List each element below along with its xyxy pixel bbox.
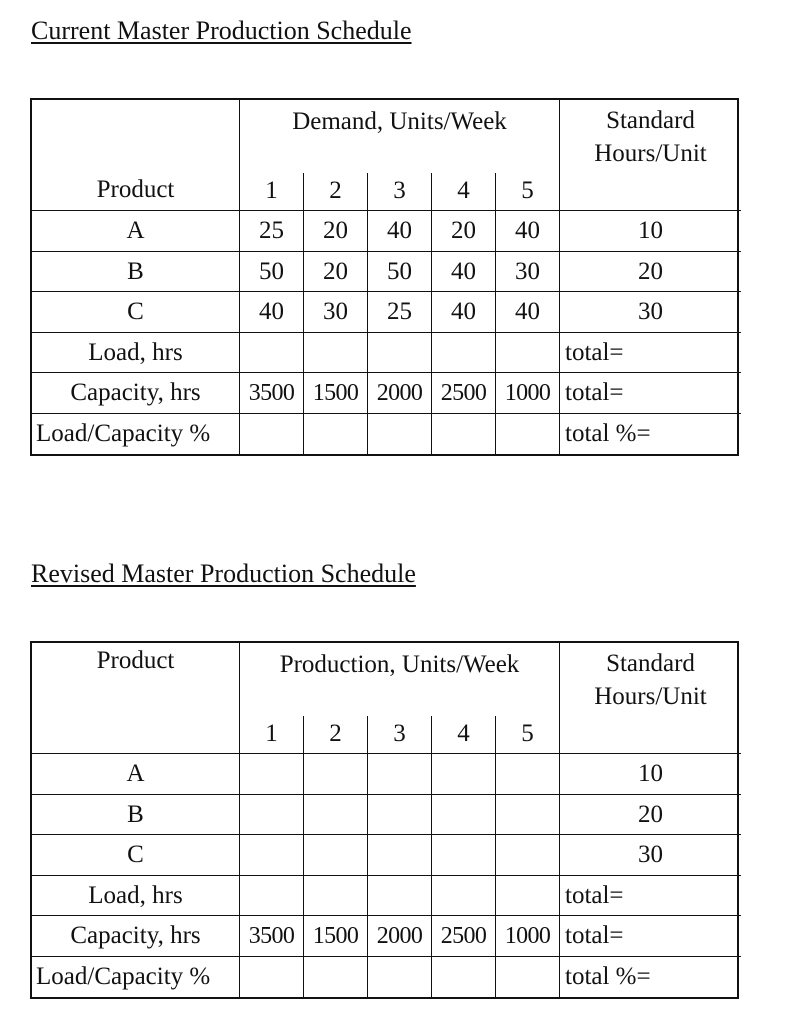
revised-schedule-title: Revised Master Production Schedule [31, 559, 416, 588]
week-header: 2 [304, 173, 368, 211]
production-cell [368, 835, 432, 876]
ratio-label: Load/Capacity % [32, 957, 240, 998]
revised-schedule-table [30, 641, 739, 999]
std-hours-header-line2: Hours/Unit [594, 140, 707, 167]
week-header: 3 [368, 716, 432, 754]
product-header: Product [96, 176, 175, 203]
production-cell [368, 754, 432, 795]
load-cell [240, 333, 304, 374]
week-header: 5 [496, 716, 560, 754]
capacity-cell: 3500 [240, 916, 304, 957]
std-hours-cell: 20 [560, 252, 741, 293]
ratio-cell [496, 414, 560, 455]
std-hours-cell: 10 [560, 754, 741, 795]
production-cell [240, 754, 304, 795]
production-cell [304, 795, 368, 836]
demand-cell: 40 [496, 292, 560, 333]
load-cell [432, 876, 496, 917]
demand-cell: 40 [496, 211, 560, 252]
ratio-cell [432, 414, 496, 455]
load-cell [496, 333, 560, 374]
current-schedule-title: Current Master Production Schedule [31, 16, 412, 45]
std-hours-cell: 30 [560, 292, 741, 333]
week-header: 5 [496, 173, 560, 211]
week-header: 3 [368, 173, 432, 211]
capacity-cell: 1500 [304, 373, 368, 414]
ratio-cell [240, 957, 304, 998]
production-cell [496, 795, 560, 836]
production-cell [304, 754, 368, 795]
capacity-total: total= [560, 916, 741, 957]
demand-cell: 25 [240, 211, 304, 252]
ratio-cell [240, 414, 304, 455]
load-cell [304, 333, 368, 374]
load-cell [368, 876, 432, 917]
ratio-cell [368, 414, 432, 455]
capacity-total: total= [560, 373, 741, 414]
production-cell [496, 835, 560, 876]
product-cell: B [32, 795, 240, 836]
load-label: Load, hrs [32, 876, 240, 917]
std-hours-header [560, 100, 741, 211]
product-cell: A [32, 754, 240, 795]
product-header-cell [32, 100, 240, 211]
load-cell [304, 876, 368, 917]
capacity-cell: 1500 [304, 916, 368, 957]
production-cell [240, 795, 304, 836]
demand-cell: 20 [432, 211, 496, 252]
demand-cell: 30 [304, 292, 368, 333]
week-header: 4 [432, 173, 496, 211]
std-hours-header-line1: Standard [606, 650, 695, 677]
capacity-cell: 2500 [432, 916, 496, 957]
ratio-cell [368, 957, 432, 998]
capacity-label: Capacity, hrs [32, 373, 240, 414]
product-cell: B [32, 252, 240, 293]
product-header: Product [96, 647, 175, 674]
capacity-cell: 2000 [368, 373, 432, 414]
load-cell [432, 333, 496, 374]
demand-cell: 40 [240, 292, 304, 333]
product-cell: C [32, 292, 240, 333]
demand-cell: 40 [368, 211, 432, 252]
std-hours-cell: 10 [560, 211, 741, 252]
load-cell [368, 333, 432, 374]
week-header: 1 [240, 716, 304, 754]
production-cell [432, 754, 496, 795]
load-label: Load, hrs [32, 333, 240, 374]
demand-cell: 50 [240, 252, 304, 293]
production-cell [432, 795, 496, 836]
production-header: Production, Units/Week [240, 643, 560, 716]
week-header: 4 [432, 716, 496, 754]
week-header: 1 [240, 173, 304, 211]
std-hours-header-line2: Hours/Unit [594, 683, 707, 710]
production-cell [240, 835, 304, 876]
ratio-cell [432, 957, 496, 998]
ratio-total: total %= [565, 962, 651, 990]
std-hours-header [560, 643, 741, 754]
week-header: 2 [304, 716, 368, 754]
production-cell [304, 835, 368, 876]
demand-cell: 40 [432, 292, 496, 333]
std-hours-header-line1: Standard [606, 107, 695, 134]
capacity-cell: 3500 [240, 373, 304, 414]
demand-cell: 50 [368, 252, 432, 293]
std-hours-cell: 20 [560, 795, 741, 836]
ratio-label: Load/Capacity % [32, 414, 240, 455]
load-total: total= [560, 333, 741, 374]
demand-cell: 30 [496, 252, 560, 293]
demand-cell: 25 [368, 292, 432, 333]
production-cell [432, 835, 496, 876]
demand-cell: 40 [432, 252, 496, 293]
capacity-cell: 2500 [432, 373, 496, 414]
ratio-cell [304, 957, 368, 998]
load-cell [240, 876, 304, 917]
product-header-cell [32, 643, 240, 754]
capacity-cell: 2000 [368, 916, 432, 957]
current-schedule-table [30, 98, 739, 456]
ratio-cell [496, 957, 560, 998]
demand-cell: 20 [304, 252, 368, 293]
demand-cell: 20 [304, 211, 368, 252]
load-total: total= [560, 876, 741, 917]
product-cell: C [32, 835, 240, 876]
demand-header: Demand, Units/Week [240, 100, 560, 173]
ratio-total: total %= [565, 419, 651, 447]
capacity-cell: 1000 [496, 916, 560, 957]
capacity-label: Capacity, hrs [32, 916, 240, 957]
load-cell [496, 876, 560, 917]
capacity-cell: 1000 [496, 373, 560, 414]
ratio-cell [304, 414, 368, 455]
production-cell [496, 754, 560, 795]
production-cell [368, 795, 432, 836]
std-hours-cell: 30 [560, 835, 741, 876]
product-cell: A [32, 211, 240, 252]
